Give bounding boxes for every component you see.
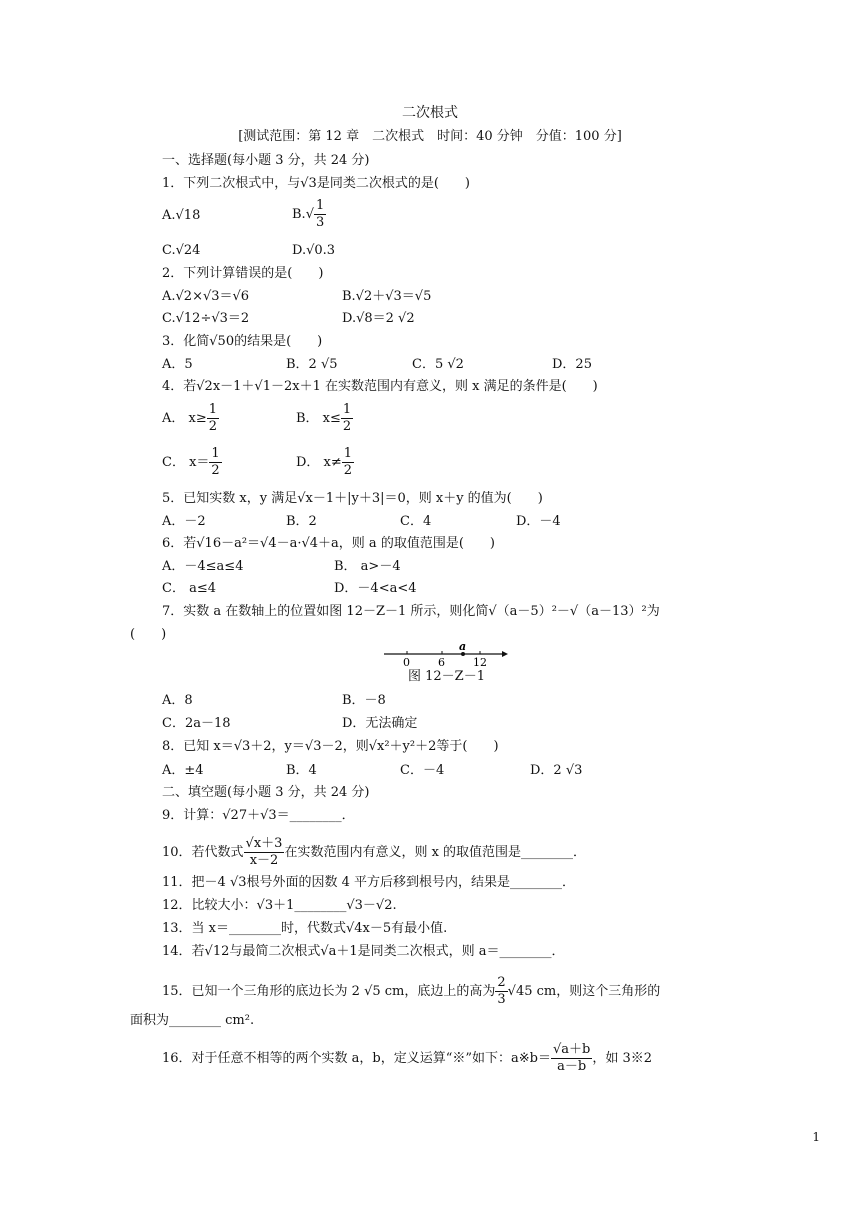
q4-option-c: C． x＝ $\frac{1}{2}$ bbox=[162, 446, 220, 478]
question-12: 12．比较大小：√3＋1________√3－√2. bbox=[162, 898, 397, 913]
q1-option-a: A.√18 bbox=[162, 208, 201, 223]
q8-option-b: B．4 bbox=[286, 763, 317, 778]
page-number: 1 bbox=[812, 1130, 820, 1144]
q2-option-d: D.√8＝2 √2 bbox=[342, 311, 415, 326]
question-5: 5．已知实数 x，y 满足√x－1＋|y＋3|＝0，则 x＋y 的值为( ) bbox=[162, 491, 543, 506]
q4-option-a: A． x≥ $\frac{1}{2}$ bbox=[162, 402, 218, 434]
q7-option-a: A．8 bbox=[162, 693, 193, 708]
question-15-line2: 面积为________ cm². bbox=[130, 1013, 255, 1028]
question-3: 3．化简√50的结果是( ) bbox=[162, 334, 323, 349]
question-6: 6．若√16－a²＝√4－a·√4＋a，则 a 的取值范围是( ) bbox=[162, 536, 495, 551]
q2-option-c: C.√12÷√3＝2 bbox=[162, 311, 250, 326]
q8-option-c: C．－4 bbox=[400, 763, 445, 778]
q3-option-d: D．25 bbox=[552, 357, 592, 372]
question-10: 10．若代数式 $\frac{√x+3}{x-2}$ 在实数范围内有意义，则 x 的取值范围是________． bbox=[162, 836, 587, 868]
question-15: 15．已知一个三角形的底边长为 2 √5 cm，底边上的高为 $\frac{2}{3}$ √45 cm，则这个三角形的 bbox=[162, 975, 661, 1007]
page-title: 二次根式 bbox=[402, 105, 458, 121]
q5-option-a: A．－2 bbox=[162, 514, 206, 529]
q6-option-a: A．－4≤a≤4 bbox=[162, 559, 244, 574]
number-line-arrow bbox=[502, 651, 508, 657]
q5-option-c: C．4 bbox=[400, 514, 432, 529]
q1-option-c: C.√24 bbox=[162, 243, 201, 258]
q3-option-c: C．5 √2 bbox=[412, 357, 464, 372]
question-2: 2．下列计算错误的是( ) bbox=[162, 266, 324, 281]
q7-option-b: B．－8 bbox=[342, 693, 386, 708]
q4-option-b: B． x≤ $\frac{1}{2}$ bbox=[296, 402, 352, 434]
q3-option-b: B．2 √5 bbox=[286, 357, 338, 372]
q5-option-b: B．2 bbox=[286, 514, 317, 529]
question-9: 9．计算：√27＋√3＝________． bbox=[162, 808, 355, 823]
q2-option-a: A.√2×√3＝√6 bbox=[162, 289, 250, 304]
q8-option-a: A．±4 bbox=[162, 763, 204, 778]
question-4: 4．若√2x－1＋√1－2x＋1 在实数范围内有意义，则 x 满足的条件是( ) bbox=[162, 379, 598, 394]
axis-label-12: 12 bbox=[473, 656, 487, 668]
axis-label-a: a bbox=[459, 642, 467, 653]
q6-option-c: C． a≤4 bbox=[162, 581, 216, 596]
q5-option-d: D．－4 bbox=[516, 514, 561, 529]
q4-option-d: D． x≠ $\frac{1}{2}$ bbox=[296, 446, 353, 478]
test-scope: [测试范围：第 12 章 二次根式 时间：40 分钟 分值：100 分] bbox=[238, 129, 622, 144]
q7-option-d: D．无法确定 bbox=[342, 716, 418, 731]
axis-label-6: 6 bbox=[438, 656, 445, 668]
section-heading-fill: 二、填空题(每小题 3 分，共 24 分) bbox=[162, 785, 370, 800]
question-11: 11．把－4 √3根号外面的因数 4 平方后移到根号内，结果是________． bbox=[162, 875, 576, 890]
q7-option-c: C．2a－18 bbox=[162, 716, 231, 731]
q8-option-d: D．2 √3 bbox=[530, 763, 583, 778]
question-16: 16．对于任意不相等的两个实数 a，b，定义运算“※”如下：a※b＝ $\frac{√a+b}{a-b}$ ，如 3※2 bbox=[162, 1042, 653, 1074]
q6-option-b: B． a>－4 bbox=[334, 559, 401, 574]
question-13: 13．当 x＝________时，代数式√4x－5有最小值. bbox=[162, 921, 448, 936]
question-7: 7．实数 a 在数轴上的位置如图 12－Z－1 所示，则化简√（a－5）²－√（a－13）²为 bbox=[162, 604, 660, 619]
number-line-figure bbox=[380, 642, 510, 668]
section-heading-choice: 一、选择题(每小题 3 分，共 24 分) bbox=[162, 153, 370, 168]
q6-option-d: D．－4<a<4 bbox=[334, 581, 417, 596]
q2-option-b: B.√2＋√3＝√5 bbox=[342, 289, 432, 304]
question-14: 14．若√12与最简二次根式√a＋1是同类二次根式，则 a＝________． bbox=[162, 944, 565, 959]
axis-label-0: 0 bbox=[403, 656, 410, 668]
q3-option-a: A．5 bbox=[162, 357, 193, 372]
figure-caption: 图 12－Z－1 bbox=[408, 669, 485, 684]
question-8: 8．已知 x＝√3＋2，y＝√3－2，则√x²＋y²＋2等于( ) bbox=[162, 739, 499, 754]
q1-option-d: D.√0.3 bbox=[292, 243, 336, 258]
q7-answer-paren: ( ) bbox=[130, 627, 167, 642]
q1-option-b: B.√ $\frac{1}{3}$ bbox=[292, 198, 325, 230]
question-1: 1．下列二次根式中，与√3是同类二次根式的是( ) bbox=[162, 176, 470, 191]
